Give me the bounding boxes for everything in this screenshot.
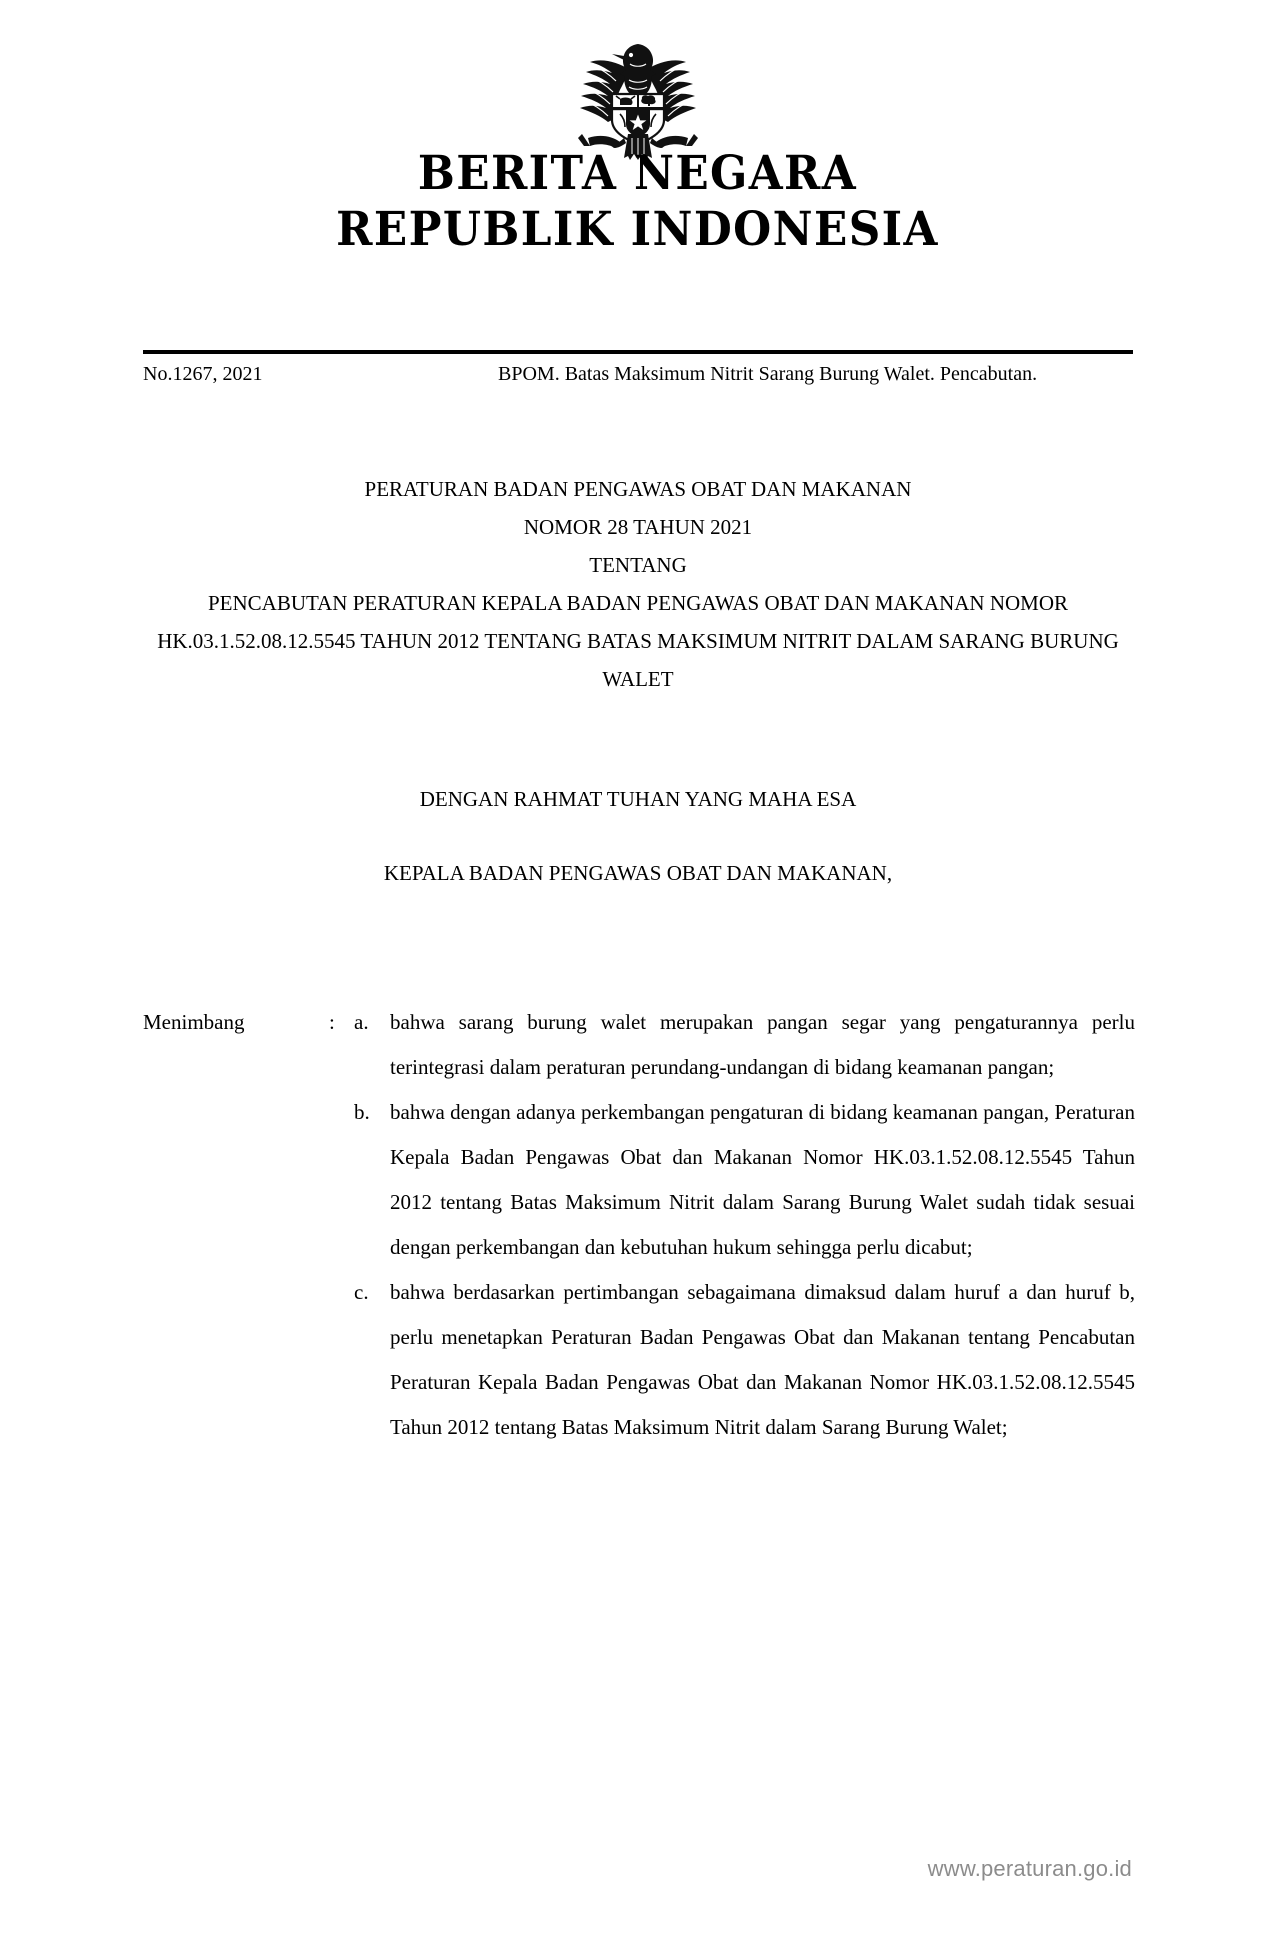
- considering-colon: :: [329, 1010, 335, 1034]
- considering-text-b: bahwa dengan adanya perkembangan pengaturan di bidang keamanan pangan, Peraturan Kepala Badan Pengawas Obat dan Makanan Nomor HK.03.1.52.08.12.5545 Tahun 2012 tentang Batas Maksimum Nitrit dalam Sarang Burung Walet sudah tidak sesuai dengan perkembangan dan kebutuhan hukum sehingga perlu dicabut;: [390, 1100, 1135, 1259]
- list-item: [143, 1270, 1135, 1450]
- regulation-title-block: [143, 470, 1133, 698]
- regulation-tentang-label: TENTANG: [589, 553, 687, 577]
- list-item: [143, 1000, 1135, 1090]
- considering-marker-a: a.: [354, 1010, 369, 1034]
- masthead-line-1: BERITA NEGARA: [417, 146, 858, 201]
- gazette-subject: BPOM. Batas Maksimum Nitrit Sarang Burung Walet. Pencabutan.: [498, 363, 1038, 385]
- considering-marker-c: c.: [354, 1280, 369, 1304]
- regulation-subject-title: PENCABUTAN PERATURAN KEPALA BADAN PENGAWAS OBAT DAN MAKANAN NOMOR HK.03.1.52.08.12.5545 TAHUN 2012 TENTANG BATAS MAKSIMUM NITRIT DALAM SARANG BURUNG WALET: [157, 591, 1119, 691]
- considering-text-a: bahwa sarang burung walet merupakan pangan segar yang pengaturannya perlu terintegrasi dalam peraturan perundang-undangan di bidang keamanan pangan;: [390, 1010, 1135, 1079]
- masthead: [0, 0, 1275, 258]
- invocation-text: DENGAN RAHMAT TUHAN YANG MAHA ESA: [419, 787, 857, 811]
- footer-watermark: www.peraturan.go.id: [927, 1856, 1132, 1881]
- considering-list: [143, 1000, 1135, 1450]
- considering-label: Menimbang: [143, 1010, 245, 1034]
- list-item: [143, 1090, 1135, 1270]
- issuing-authority: KEPALA BADAN PENGAWAS OBAT DAN MAKANAN,: [383, 861, 893, 885]
- considering-marker-b: b.: [354, 1100, 370, 1124]
- considering-text-c: bahwa berdasarkan pertimbangan sebagaimana dimaksud dalam huruf a dan huruf b, perlu menetapkan Peraturan Badan Pengawas Obat dan Makanan tentang Pencabutan Peraturan Kepala Badan Pengawas Obat dan Makanan Nomor HK.03.1.52.08.12.5545 Tahun 2012 tentang Batas Maksimum Nitrit dalam Sarang Burung Walet;: [390, 1280, 1135, 1439]
- masthead-divider: [143, 350, 1133, 354]
- considering-section: [143, 1000, 1135, 1450]
- gazette-number: No.1267, 2021: [143, 363, 263, 385]
- garuda-pancasila-emblem: [0, 0, 1275, 140]
- masthead-line-2: REPUBLIK INDONESIA: [336, 202, 939, 257]
- regulation-number: NOMOR 28 TAHUN 2021: [523, 515, 753, 539]
- regulation-title-line-1: PERATURAN BADAN PENGAWAS OBAT DAN MAKANAN: [364, 477, 912, 501]
- gazette-line: [143, 360, 1133, 389]
